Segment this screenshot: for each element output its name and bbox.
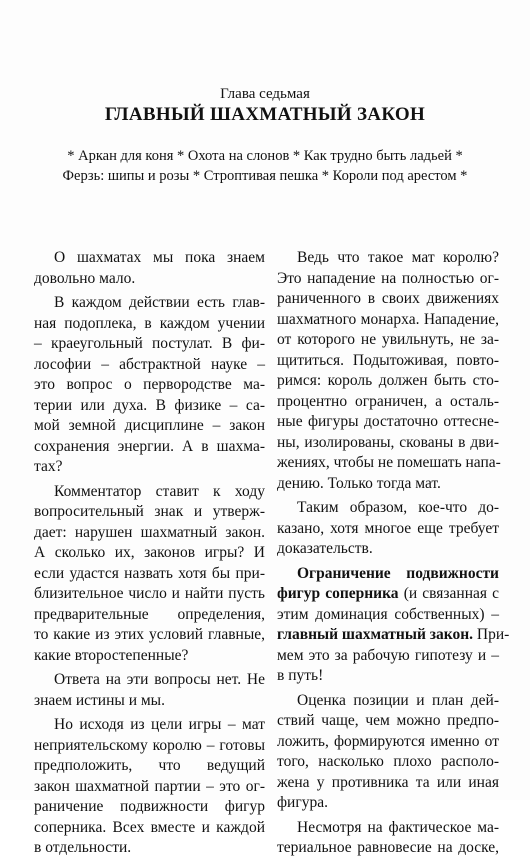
text-line: того, насколько плохо располо- <box>277 753 499 770</box>
text-line: Таким образом, кое-что до- <box>297 499 499 516</box>
text-line: вопросительный знак и утверж- <box>34 503 265 520</box>
paragraph <box>277 248 499 494</box>
text-line <box>277 625 510 646</box>
paragraph <box>277 498 499 560</box>
text-line: неприятельскому королю – готовы <box>34 736 265 754</box>
text-line: ные фигуры достаточно оттесне- <box>277 413 499 430</box>
text-line: если удастся назвать хотя бы при- <box>34 564 265 582</box>
text-line: ложить, формируются именно от <box>277 732 499 750</box>
paragraph <box>34 670 265 711</box>
right-column <box>277 248 510 863</box>
left-column <box>34 248 265 863</box>
chapter-epigraph <box>0 146 530 186</box>
paragraph-law-definition <box>277 564 510 687</box>
paragraph <box>34 248 265 289</box>
paragraph <box>277 691 499 814</box>
text-line <box>277 584 499 605</box>
text-line: щититься. Подытоживая, повто- <box>277 351 499 369</box>
text-line: близительное число и найти пусть <box>34 585 265 602</box>
text-line: то какие из этих условий главные, <box>34 626 265 643</box>
text-line: раничение подвижности фигур <box>34 798 265 815</box>
bold-term: Ограничение подвижности <box>297 564 499 582</box>
text-run: При- <box>473 626 510 643</box>
text-line: жениях, чтобы не помешать напа- <box>277 454 501 471</box>
text-line: ствий чаще, чем можно предпо- <box>277 712 499 729</box>
text-line: предварительные определения, <box>34 605 265 623</box>
bold-term: фигур соперника <box>277 585 399 602</box>
text-line: А сколько их, законов игры? И <box>34 544 265 561</box>
text-line: В каждом действии есть глав- <box>54 294 265 311</box>
text-line: тах? <box>34 458 63 475</box>
text-line: какие второстепенные? <box>34 646 189 664</box>
text-line: Комментатор ставит к ходу <box>54 482 265 500</box>
text-line: от которого не увильнуть, не за- <box>277 331 499 348</box>
paragraph <box>277 818 499 859</box>
text-line: терии или духа. В физике – са- <box>34 396 265 414</box>
text-line: сохранения энергии. А в шахма- <box>34 437 265 455</box>
text-line: довольно мало. <box>34 269 136 287</box>
text-line: римся: король должен быть сто- <box>277 372 499 389</box>
text-line: мой земной дисциплине – закон <box>34 417 265 434</box>
text-line: мем это за рабочую гипотезу и – <box>277 646 499 664</box>
epigraph-line: Ферзь: шипы и розы * Строптивая пешка * Короли под арестом * <box>62 168 468 184</box>
text-line: это вопрос о первородстве ма- <box>34 376 265 393</box>
text-line: фигура. <box>277 794 328 811</box>
text-line: Несмотря на фактическое ма- <box>297 818 499 836</box>
text-line: ны, изолированы, скованы в дви- <box>277 433 499 451</box>
text-line: шахматного монарха. Нападение, <box>277 310 499 328</box>
text-line: этим доминация собственных) – <box>277 605 499 623</box>
text-line: – краеугольный постулат. В фи- <box>34 335 265 352</box>
text-line: дает: нарушен шахматный закон. <box>34 523 265 541</box>
paragraph <box>34 482 265 667</box>
paragraph <box>34 715 265 859</box>
chapter-label: Глава седьмая <box>220 86 310 102</box>
text-line: раниченного в своих движениях <box>277 290 499 307</box>
paragraph <box>34 293 265 478</box>
text-run: (и связанная с <box>398 585 499 602</box>
text-line: жена у противника та или иная <box>277 773 499 791</box>
text-line: дению. Только тогда мат. <box>277 474 441 492</box>
text-line: процентно ограничен, а осталь- <box>277 392 499 410</box>
epigraph-line: * Аркан для коня * Охота на слонов * Как трудно быть ладьей * <box>67 148 463 164</box>
text-line: Ведь что такое мат королю? <box>297 249 499 266</box>
text-line: Это нападение на полностью ог- <box>277 269 499 287</box>
text-line: в отдельности. <box>34 839 132 856</box>
text-line: знаем истины и мы. <box>34 691 165 709</box>
text-line: доказательств. <box>277 540 373 557</box>
bold-term: главный шахматный закон. <box>277 626 474 643</box>
text-line: соперника. Всех вместе и каждой <box>34 818 265 836</box>
text-line: Но исходя из цели игры – мат <box>54 716 265 733</box>
text-line: Оценка позиции и план дей- <box>297 691 499 709</box>
chapter-title: ГЛАВНЫЙ ШАХМАТНЫЙ ЗАКОН <box>104 104 426 125</box>
text-line: в путь! <box>277 667 324 684</box>
text-line: казано, хотя многое еще требует <box>277 519 499 537</box>
text-line: закон шахматной партии – это ог- <box>34 777 265 795</box>
text-line: О шахматах мы пока знаем <box>54 249 265 266</box>
text-line: териальное равновесие на доске, <box>277 839 499 856</box>
text-line <box>277 564 499 585</box>
text-line: ная подоплека, в каждом учении <box>34 314 265 332</box>
text-line: лософии – абстрактной науке – <box>34 355 265 373</box>
text-line: Ответа на эти вопросы нет. Не <box>54 671 265 688</box>
text-line: предположить, что ведущий <box>34 757 265 774</box>
